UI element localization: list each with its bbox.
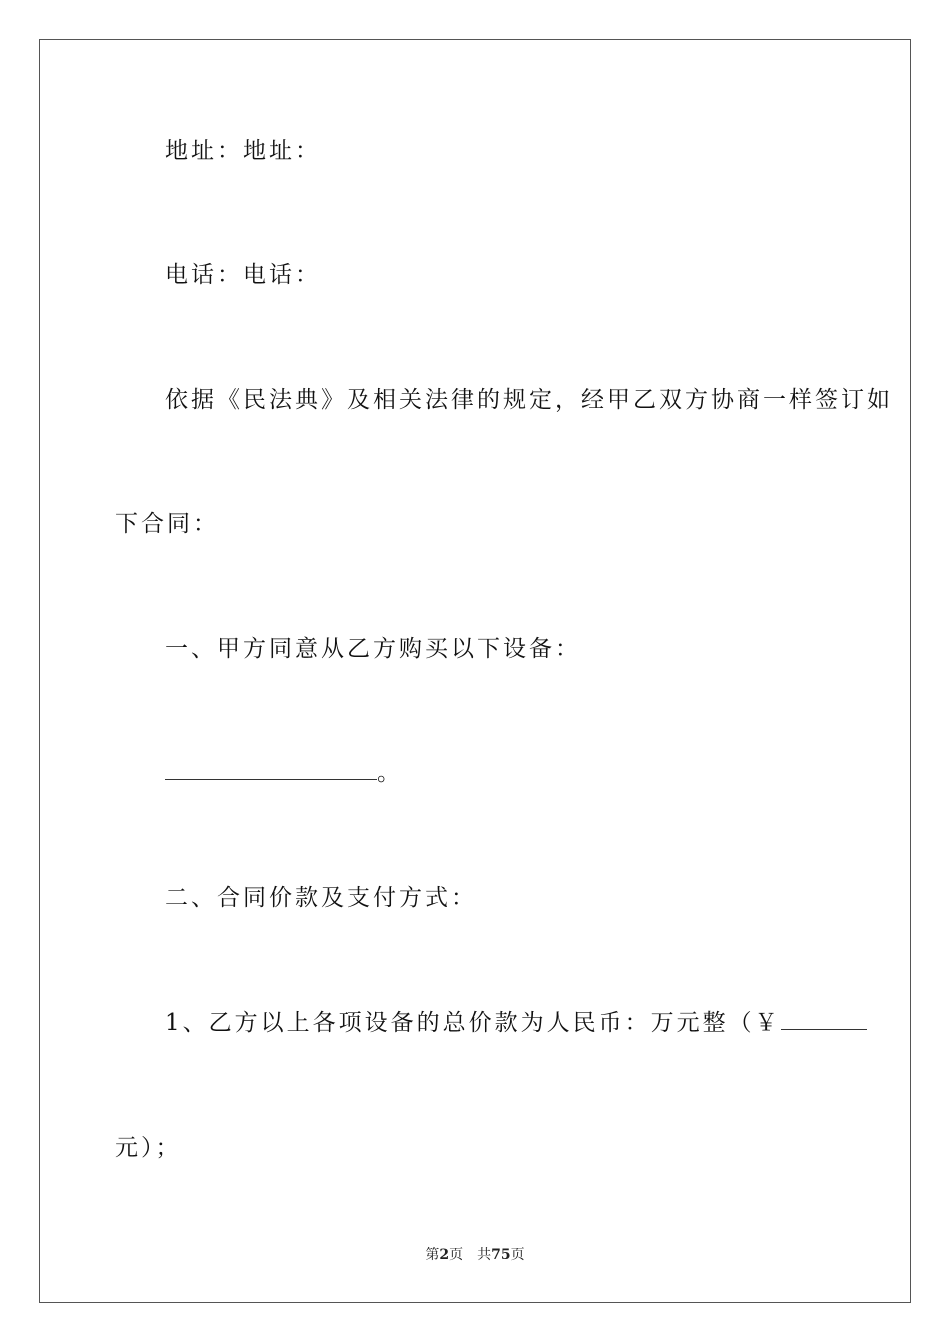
clause-one-heading: 一、甲方同意从乙方购买以下设备：: [165, 636, 581, 662]
total-pages-number: 75: [491, 1247, 511, 1263]
page-border: [39, 39, 911, 1303]
address-line: 地址：地址：: [165, 138, 321, 164]
page-footer: [0, 1246, 950, 1264]
contract-basis-paragraph: 依据《民法典》及相关法律的规定，经甲乙双方协商一样签订如: [165, 387, 893, 413]
clause-two-heading: 二、合同价款及支付方式：: [165, 885, 477, 911]
footer-page-suffix: 页: [449, 1247, 464, 1263]
total-price-text: 1、乙方以上各项设备的总价款为人民币：万元整（￥: [165, 1010, 781, 1036]
current-page-number: 2: [439, 1247, 450, 1263]
footer-total-suffix: 页: [510, 1247, 525, 1263]
total-price-line: [165, 1008, 867, 1038]
total-price-continuation: 元）；: [115, 1135, 182, 1161]
equipment-blank: [165, 759, 377, 780]
equipment-blank-period: 。: [377, 760, 403, 786]
equipment-blank-line: [165, 758, 403, 788]
contract-basis-continuation: 下合同：: [115, 511, 219, 537]
phone-line: 电话：电话：: [165, 262, 321, 288]
footer-prefix: 第: [425, 1247, 440, 1263]
amount-blank: [781, 1009, 867, 1030]
footer-total-prefix: 共: [477, 1247, 492, 1263]
